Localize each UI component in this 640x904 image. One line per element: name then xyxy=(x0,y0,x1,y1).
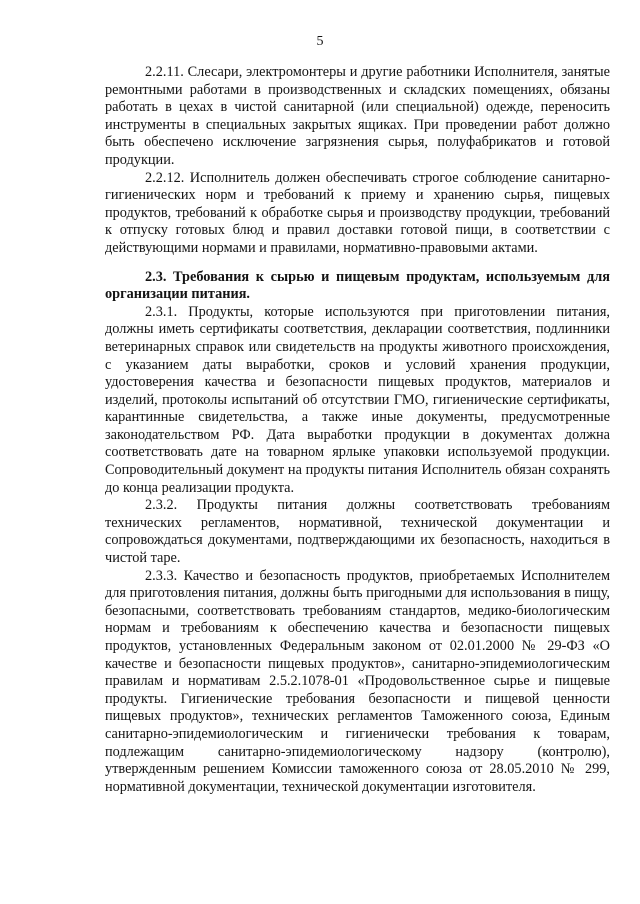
paragraph-2-3-1: 2.3.1. Продукты, которые используются при приготовлении питания, должны иметь сертификаты соответствия, декларации соответствия, подлинники ветеринарных справок или свидетельств на продукты животного происхождения, с указанием даты выработки, сроков и условий хранения продукции, удостоверения качества и безопасности пищевых продуктов, материалов и изделий, протоколы испытаний об отсутствии ГМО, гигиенические сертификаты, карантинные свидетельства, а также иные документы, предусмотренные законодательством РФ. Дата выработки продукции в документах должна соответствовать дате на товарном ярлыке упаковки используемой продукции. Сопроводительный документ на продукты питания Исполнитель обязан сохранять до конца реализации продукта. xyxy=(105,303,610,496)
document-body xyxy=(105,64,610,796)
paragraph-2-2-12: 2.2.12. Исполнитель должен обеспечивать строгое соблюдение санитарно-гигиенических норм и требований к приему и хранению сырья, пищевых продуктов, требований к обработке сырья и производству продукции, требований к отпуску готовых блюд и правил доставки готовой пищи, в соответствии с действующими нормами и правилами, нормативно-правовыми актами. xyxy=(105,169,610,256)
paragraph-2-3-2: 2.3.2. Продукты питания должны соответствовать требованиям технических регламентов, нормативной, технической документации и сопровождаться документами, подтверждающими их безопасность, находиться в чистой таре. xyxy=(105,497,610,567)
section-heading-2-3: 2.3. Требования к сырью и пищевым продуктам, используемым для организации питания. xyxy=(105,268,610,303)
paragraph-2-2-11: 2.2.11. Слесари, электромонтеры и другие работники Исполнителя, занятые ремонтными работами в производственных и складских помещениях, обязаны работать в цехах в чистой санитарной (или специальной) одежде, переносить инструменты в специальных закрытых ящиках. При проведении работ должно быть обеспечено исключение загрязнения сырья, полуфабрикатов и готовой продукции. xyxy=(105,64,610,168)
page-number: 5 xyxy=(316,34,324,49)
paragraph-2-3-3: 2.3.3. Качество и безопасность продуктов, приобретаемых Исполнителем для приготовления питания, должны быть пригодными для использования в пищу, безопасными, соответствовать требованиям стандартов, медико-биологическим нормам и требованиям к обеспечению качества и безопасности пищевых продуктов, установленных Федеральным законом от 02.01.2000 № 29-ФЗ «О качестве и безопасности пищевых продуктов», санитарно-эпидемиологическим правилам и нормативам 2.5.2.1078-01 «Продовольственное сырье и пищевые продукты. Гигиенические требования безопасности и пищевой ценности пищевых продуктов», технических регламентов Таможенного союза, Единым санитарно-эпидемиологическим и гигиенически требования к товарам, подлежащим санитарно-эпидемиологическому надзору (контролю), утвержденным решением Комиссии таможенного союза от 28.05.2010 № 299, нормативной документации, технической документации изготовителя. xyxy=(105,567,610,795)
